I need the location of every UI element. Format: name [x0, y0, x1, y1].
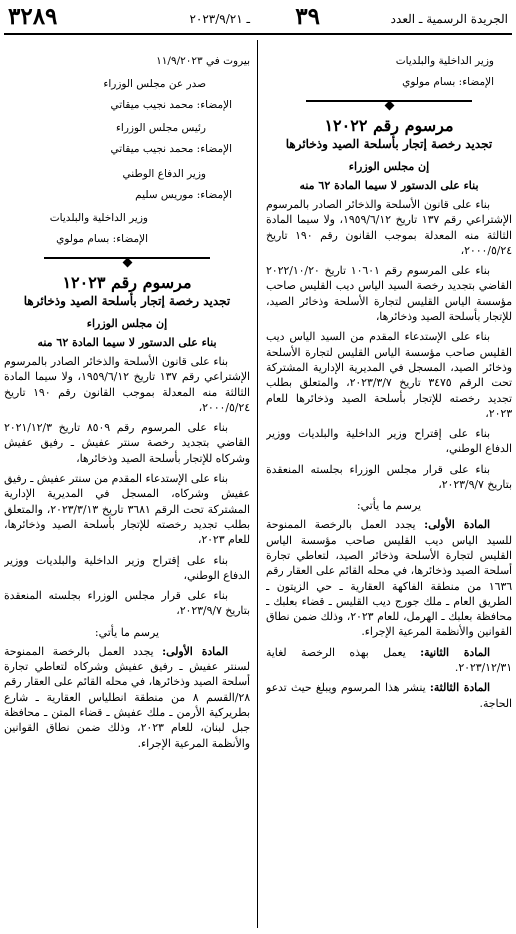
- preamble-paragraph: بناء على الإستدعاء المقدم من سنتر عفيش ـ رفيق عفيش وشركاه، المسجل في المديرية الإدارية المشتركة تحت الرقم ٣٦٨١ تاريخ ٢٠٢٣/٣/١٣، والمتعلق بطلب تجديد رخصته للإتجار بأسلحة الصيد وذخائرها، للعام ٢٠٢٣،: [4, 472, 250, 547]
- header-rule: [4, 33, 512, 35]
- constitutional-basis: بناء على الدستور لا سيما المادة ٦٢ منه: [299, 179, 479, 192]
- article-text: يجدد العمل بالرخصة الممنوحة لسنتر عفيش ـ رفيق عفيش وشركاه لتعاطي تجارة أسلحة الصيد وذخائرها، في محله القائم على العقار رقم ٢٨/القسم ٨ من منطقة انطلياس العقارية ـ شارع بطريركية الأرمن ـ ملك عفيش ـ قضاء المتن ـ محافظة جبل لبنان، للعام ٢٠٢٣، وذلك ضمن نطاق القوانين والأنظمة المرعية الإجراء.: [4, 644, 250, 750]
- signatory-role: وزير الداخلية والبلديات: [49, 212, 148, 224]
- page-header: [4, 3, 512, 32]
- publication-title: الجريدة الرسمية ـ العدد: [390, 12, 508, 26]
- decree-issuer: إن مجلس الوزراء: [86, 317, 168, 330]
- decree-subtitle: تجديد رخصة إتجار بأسلحة الصيد وذخائرها: [23, 294, 231, 308]
- left-column: [4, 40, 250, 930]
- signatory-role: رئيس مجلس الوزراء: [115, 122, 206, 134]
- article-text: يجدد العمل بالرخصة الممنوحة للسيد الياس ديب القليس صاحب مؤسسة الياس القليس لتجارة الأسلحة وذخائر الصيد، لتعاطي تجارة أسلحة الصيد وذخائرها، في محله القائم على العقار رقم ١٦٣٦ من منطقة الفاكهة العقارية ـ حي الزيتون ـ الطريق العام ـ ملك جورج ديب القليس ـ قضاء بعلبك ـ محافظة بعلبك ـ الهرمل، للعام ٢٠٢٣، وذلك ضمن نطاق القوانين والأنظمة المرعية الإجراء.: [266, 518, 512, 639]
- place-date: بيروت في ١١/٩/٢٠٢٣: [156, 55, 250, 67]
- section-separator: [4, 251, 250, 265]
- article-paragraph: [266, 680, 512, 711]
- article-label: المادة الثالثة:: [429, 681, 490, 695]
- preamble-paragraph: بناء على قانون الأسلحة والذخائر الصادر بالمرسوم الإشتراعي رقم ١٣٧ تاريخ ١٩٥٩/٦/١٢، ولا سيما المادة الثالثة منه المعدلة بموجب القانون رقم ١٩٠ تاريخ ٢٠٠٠/٥/٢٤،: [266, 198, 512, 257]
- preamble-paragraph: بناء على قانون الأسلحة والذخائر الصادر بالمرسوم الإشتراعي رقم ١٣٧ تاريخ ١٩٥٩/٦/١٢، ولا سيما المادة الثالثة منه المعدلة بموجب القانون رقم ١٩٠ تاريخ ٢٠٠٠/٥/٢٤،: [4, 355, 250, 414]
- issue-number: ٣٩: [295, 3, 320, 30]
- page-number: ٣٢٨٩: [8, 3, 58, 30]
- preamble-paragraph: بناء على إقتراح وزير الداخلية والبلديات ووزير الدفاع الوطني،: [266, 427, 512, 456]
- signatory-role: صدر عن مجلس الوزراء: [103, 78, 206, 90]
- section-separator: [266, 94, 512, 108]
- decrees-label: يرسم ما يأتي:: [356, 499, 422, 513]
- preamble-paragraph: بناء على قرار مجلس الوزراء بجلسته المنعقدة بتاريخ ٢٠٢٣/٩/٧،: [266, 462, 512, 492]
- article-paragraph: [266, 517, 512, 639]
- preamble-paragraph: بناء على قرار مجلس الوزراء بجلسته المنعقدة بتاريخ ٢٠٢٣/٩/٧،: [4, 589, 250, 618]
- signature-line: الإمضاء: موريس سليم: [135, 189, 232, 201]
- signature-line: الإمضاء: محمد نجيب ميقاتي: [110, 143, 232, 155]
- signatory-role: وزير الداخلية والبلديات: [395, 55, 494, 67]
- article-label: المادة الثانية:: [420, 645, 491, 659]
- preamble-paragraph: بناء على المرسوم رقم ٨٥٠٩ تاريخ ٢٠٢١/١٢/٣ القاضي بتجديد رخصة سنتر عفيش ـ رفيق عفيش وشركاه للإتجار بأسلحة الصيد وذخائرها،: [4, 421, 250, 465]
- decree-title: مرسوم رقم ١٢٠٢٢: [324, 116, 454, 135]
- decree-subtitle: تجديد رخصة إتجار بأسلحة الصيد وذخائرها: [285, 137, 493, 151]
- article-label: المادة الأولى:: [162, 644, 228, 658]
- decree-title: مرسوم رقم ١٢٠٢٣: [62, 273, 192, 292]
- decrees-label: يرسم ما يأتي:: [94, 625, 160, 639]
- article-label: المادة الأولى:: [424, 518, 490, 532]
- right-column: [266, 40, 512, 930]
- preamble-paragraph: بناء على المرسوم رقم ١٠٦٠١ تاريخ ٢٠٢٢/١٠/٢٠ القاضي بتجديد رخصة السيد الياس ديب القليس صاحب مؤسسة الياس القليس لتجارة الأسلحة وذخائر الصيد، للإتجار بأسلحة الصيد وذخائرها،: [266, 264, 512, 324]
- issue-date: ـ ٢٠٢٣/٩/٢١: [189, 12, 250, 26]
- decree-issuer: إن مجلس الوزراء: [348, 160, 430, 173]
- preamble-paragraph: بناء على الإستدعاء المقدم من السيد الياس ديب القليس صاحب مؤسسة الياس القليس لتجارة الأسلحة وذخائر الصيد، المسجل في المديرية الإدارية المشتركة تحت الرقم ٣٤٧٥ تاريخ ٢٠٢٣/٣/٧، والمتعلق بطلب تجديد رخصته للإتجار بأسلحة الصيد وذخائرها للعام ٢٠٢٣،: [266, 330, 512, 420]
- column-divider: [257, 40, 258, 928]
- signature-line: الإمضاء: محمد نجيب ميقاتي: [110, 99, 232, 111]
- article-text: يعمل بهذه الرخصة لغاية ٢٠٢٣/١٢/٣١.: [266, 645, 512, 675]
- constitutional-basis: بناء على الدستور لا سيما المادة ٦٢ منه: [37, 336, 217, 349]
- signature-line: الإمضاء: بسام مولوي: [56, 233, 148, 245]
- preamble-paragraph: بناء على إقتراح وزير الداخلية والبلديات ووزير الدفاع الوطني،: [4, 553, 250, 582]
- signatory-role: وزير الدفاع الوطني: [122, 168, 206, 180]
- signature-line: الإمضاء: بسام مولوي: [402, 76, 494, 88]
- article-paragraph: [266, 645, 512, 676]
- article-paragraph: [4, 644, 250, 751]
- article-text: ينشر هذا المرسوم ويبلغ حيث تدعو الحاجة.: [266, 681, 512, 710]
